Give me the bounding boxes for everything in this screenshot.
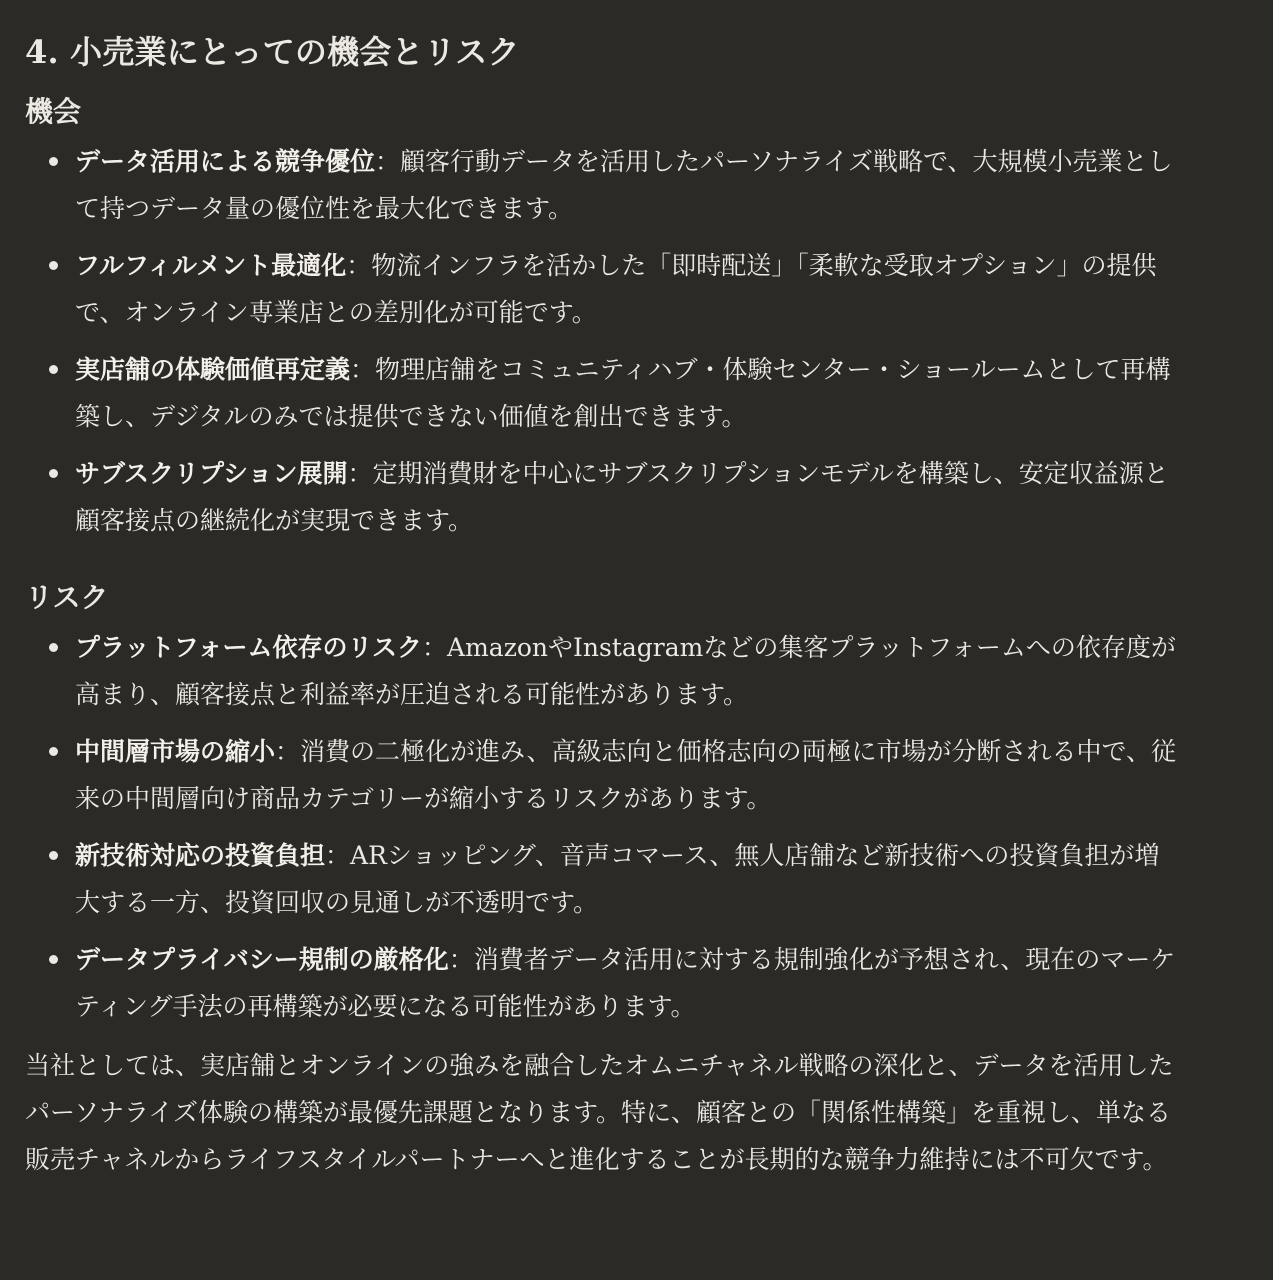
opportunities-list [25, 138, 1177, 544]
item-separator: ： [275, 737, 301, 766]
opportunities-heading: 機会 [25, 95, 82, 128]
item-separator: ： [375, 147, 401, 176]
item-term: データプライバシー規制の厳格化 [75, 945, 449, 974]
list-item [75, 138, 1177, 232]
item-term: 実店舗の体験価値再定義 [75, 355, 351, 384]
risks-list [25, 624, 1177, 1030]
bullet-icon [49, 469, 58, 478]
item-separator: ： [422, 633, 448, 662]
item-text: 物流インフラを活かした「即時配送」「柔軟な受取オプション」の提供で、オンライン専業店との差別化が可能です。 [75, 251, 1157, 327]
item-term: データ活用による競争優位 [75, 147, 376, 176]
item-separator: ： [347, 459, 373, 488]
item-term: 中間層市場の縮小 [75, 737, 276, 766]
bullet-icon [49, 261, 58, 270]
bullet-icon [49, 157, 58, 166]
item-text: AmazonやInstagramなどの集客プラットフォームへの依存度が高まり、顧客接点と利益率が圧迫される可能性があります。 [75, 633, 1176, 709]
conclusion-paragraph: 当社としては、実店舗とオンラインの強みを融合したオムニチャネル戦略の深化と、データを活用したパーソナライズ体験の構築が最優先課題となります。特に、顧客との「関係性構築」を重視し、単なる販売チャネルからライフスタイルパートナーへと進化することが長期的な競争力維持には不可欠です。 [25, 1051, 1174, 1174]
item-text: 定期消費財を中心にサブスクリプションモデルを構築し、安定収益源と顧客接点の継続化が実現できます。 [75, 459, 1169, 535]
item-separator: ： [350, 355, 376, 384]
item-term: サブスクリプション展開 [75, 459, 348, 488]
list-item [75, 832, 1177, 926]
item-term: フルフィルメント最適化 [75, 251, 347, 280]
bullet-icon [49, 747, 58, 756]
bullet-icon [49, 643, 58, 652]
item-separator: ： [346, 251, 372, 280]
item-text: 消費者データ活用に対する規制強化が予想され、現在のマーケティング手法の再構築が必要になる可能性があります。 [75, 945, 1176, 1021]
item-text: 物理店舗をコミュニティハブ・体験センター・ショールームとして再構築し、デジタルのみでは提供できない価値を創出できます。 [75, 355, 1171, 431]
list-item [75, 450, 1177, 544]
item-separator: ： [325, 841, 351, 870]
section-title: 4. 小売業にとっての機会とリスク [25, 33, 520, 71]
item-text: 消費の二極化が進み、高級志向と価格志向の両極に市場が分断される中で、従来の中間層向け商品カテゴリーが縮小するリスクがあります。 [75, 737, 1177, 813]
item-term: プラットフォーム依存のリスク [75, 633, 423, 662]
item-text: 顧客行動データを活用したパーソナライズ戦略で、大規模小売業として持つデータ量の優位性を最大化できます。 [75, 147, 1173, 223]
list-item [75, 624, 1177, 718]
bullet-icon [49, 955, 58, 964]
item-text: ARショッピング、音声コマース、無人店舗など新技術への投資負担が増大する一方、投資回収の見通しが不透明です。 [75, 841, 1160, 917]
risks-heading: リスク [25, 581, 109, 614]
bullet-icon [49, 365, 58, 374]
list-item [75, 728, 1177, 822]
list-item [75, 346, 1177, 440]
list-item [75, 936, 1177, 1030]
item-term: 新技術対応の投資負担 [75, 841, 326, 870]
item-separator: ： [448, 945, 474, 974]
list-item [75, 242, 1177, 336]
bullet-icon [49, 851, 58, 860]
